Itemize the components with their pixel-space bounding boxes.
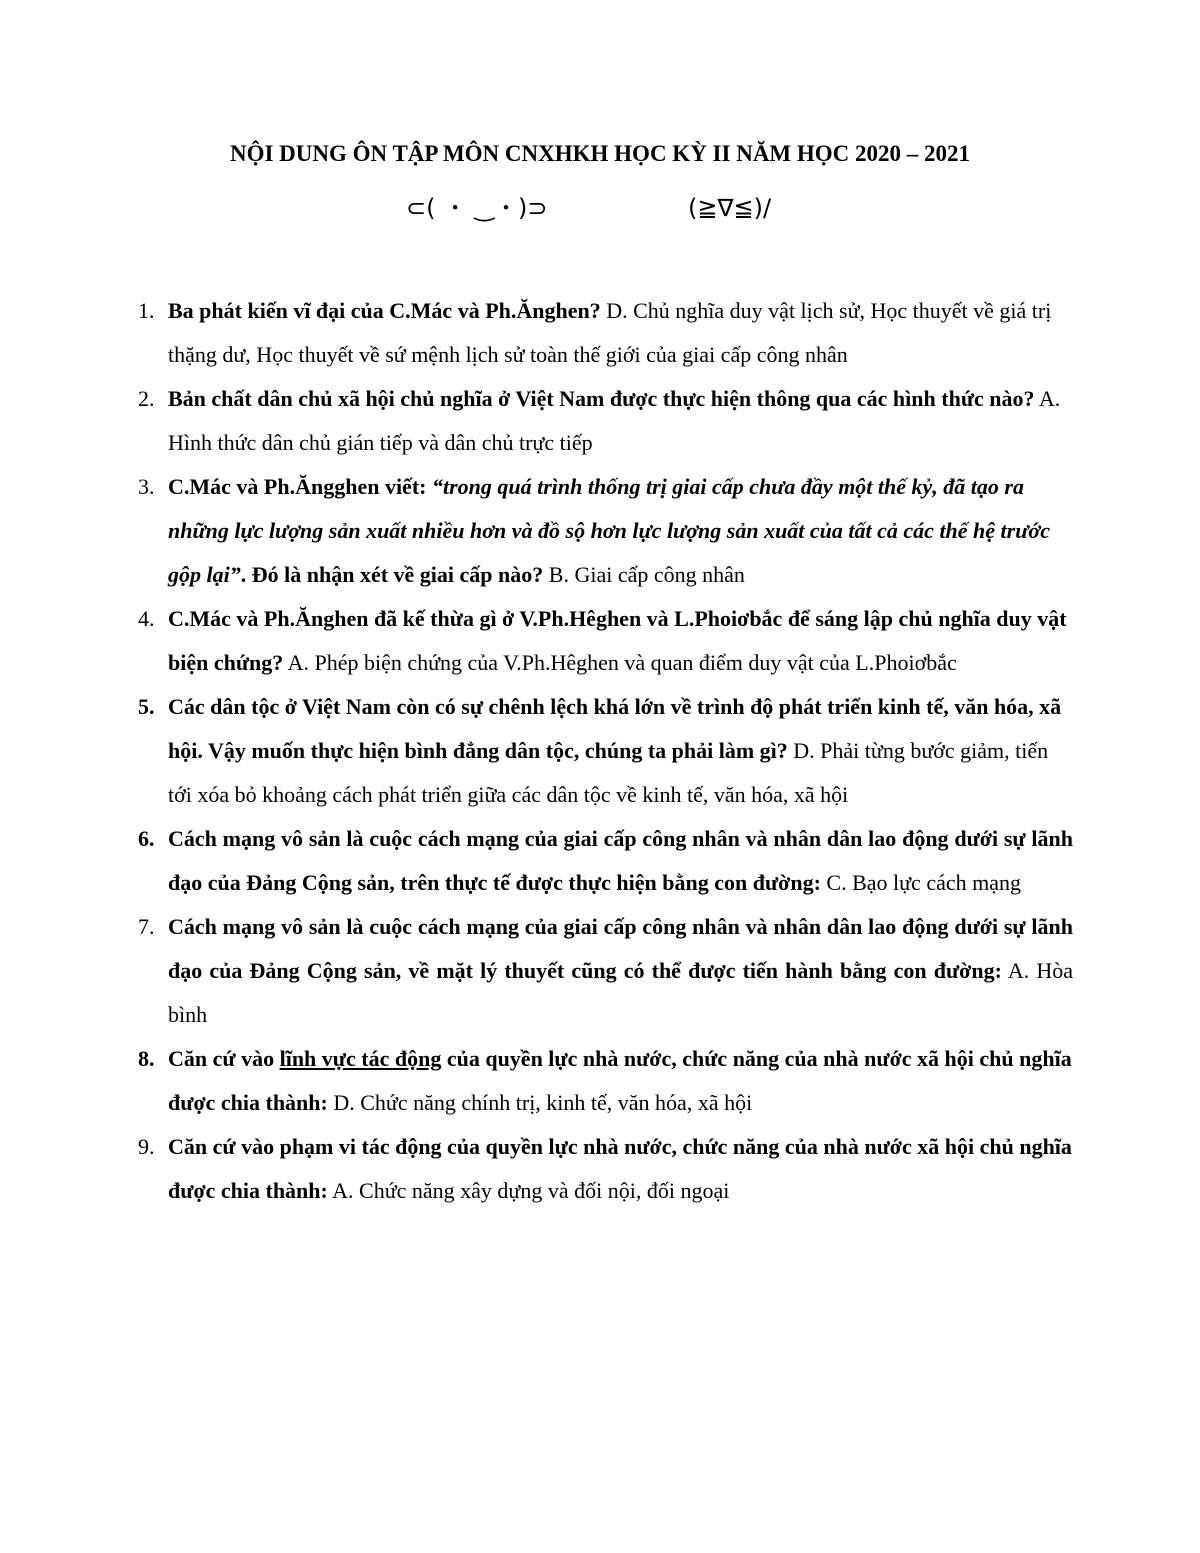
question-item-4 bbox=[138, 597, 1073, 685]
question-suffix: của quyền lực nhà nước, chức năng của nhà nước xã hội chủ nghĩa được chia thành: bbox=[168, 1046, 1072, 1115]
answer-text: C. Bạo lực cách mạng bbox=[820, 870, 1021, 895]
question-text: Ba phát kiến vĩ đại của C.Mác và Ph.Ănghen? bbox=[168, 298, 601, 323]
answer-text: D. Chức năng chính trị, kinh tế, văn hóa, xã hội bbox=[327, 1090, 753, 1115]
answer-text: D. Chủ nghĩa duy vật lịch sử, Học thuyết về giá trị thặng dư, Học thuyết về sứ mệnh lịch sử toàn thế giới của giai cấp công nhân bbox=[168, 298, 1052, 367]
question-number: 4. bbox=[138, 606, 155, 631]
emoticon-row bbox=[406, 188, 826, 228]
answer-text: B. Giai cấp công nhân bbox=[543, 562, 745, 587]
question-number: 9. bbox=[138, 1134, 155, 1159]
answer-text: A. Hình thức dân chủ gián tiếp và dân chủ trực tiếp bbox=[168, 386, 1061, 455]
question-underlined: lĩnh vực tác động bbox=[279, 1046, 442, 1071]
answer-text: A. Chức năng xây dựng và đối nội, đối ngoại bbox=[327, 1178, 730, 1203]
question-number: 5. bbox=[138, 694, 155, 719]
question-text: Cách mạng vô sản là cuộc cách mạng của giai cấp công nhân và nhân dân lao động dưới sự lãnh đạo của Đảng Cộng sản, về mặt lý thuyết cũng có thể được tiến hành bằng con đường: bbox=[168, 914, 1073, 983]
emoticon-right: (≧∇≦)/ bbox=[688, 194, 772, 222]
question-item-5 bbox=[138, 685, 1073, 817]
question-number: 6. bbox=[138, 826, 155, 851]
question-number: 2. bbox=[138, 386, 155, 411]
question-quote: “trong quá trình thống trị giai cấp chưa đầy một thế kỷ, đã tạo ra những lực lượng sản xuất nhiều hơn và đồ sộ hơn lực lượng sản xuất của tất cả các thế hệ trước gộp lại” bbox=[168, 474, 1050, 587]
answer-text: A. Hòa bình bbox=[168, 958, 1074, 1027]
emoticon-left: ⊂( ・ ‿・)⊃ bbox=[406, 194, 548, 222]
question-prefix: C.Mác và Ph.Ăngghen viết: bbox=[168, 474, 432, 499]
document-title: NỘI DUNG ÔN TẬP MÔN CNXHKH HỌC KỲ II NĂM HỌC 2020 – 2021 bbox=[229, 141, 971, 166]
question-text: Bản chất dân chủ xã hội chủ nghĩa ở Việt Nam được thực hiện thông qua các hình thức nào? bbox=[168, 386, 1035, 411]
question-text: Cách mạng vô sản là cuộc cách mạng của giai cấp công nhân và nhân dân lao động dưới sự lãnh đạo của Đảng Cộng sản, trên thực tế được thực hiện bằng con đường: bbox=[168, 826, 1073, 895]
answer-text: D. Phải từng bước giảm, tiến tới xóa bỏ khoảng cách phát triển giữa các dân tộc về kinh tế, văn hóa, xã hội bbox=[168, 738, 1049, 807]
question-number: 1. bbox=[138, 298, 155, 323]
answer-text: A. Phép biện chứng của V.Ph.Hêghen và quan điểm duy vật của L.Phoiơbắc bbox=[283, 650, 957, 675]
question-item-1 bbox=[138, 289, 1073, 377]
question-list bbox=[138, 289, 1074, 1213]
question-item-3 bbox=[138, 465, 1073, 597]
question-item-9 bbox=[138, 1125, 1073, 1213]
question-item-2 bbox=[138, 377, 1073, 465]
question-item-8 bbox=[138, 1037, 1073, 1125]
question-number: 3. bbox=[138, 474, 155, 499]
question-text: Các dân tộc ở Việt Nam còn có sự chênh lệch khá lớn về trình độ phát triển kinh tế, văn hóa, xã hội. Vậy muốn thực hiện bình đẳng dân tộc, chúng ta phải làm gì? bbox=[168, 694, 1062, 763]
question-text: Căn cứ vào phạm vi tác động của quyền lực nhà nước, chức năng của nhà nước xã hội chủ nghĩa được chia thành: bbox=[168, 1134, 1072, 1203]
question-item-6 bbox=[138, 817, 1073, 905]
question-text: C.Mác và Ph.Ănghen đã kế thừa gì ở V.Ph.Hêghen và L.Phoiơbắc để sáng lập chủ nghĩa duy vật biện chứng? bbox=[168, 606, 1067, 675]
question-number: 7. bbox=[138, 914, 155, 939]
question-prefix: Căn cứ vào bbox=[168, 1046, 280, 1071]
question-number: 8. bbox=[138, 1046, 155, 1071]
question-suffix: . Đó là nhận xét về giai cấp nào? bbox=[240, 562, 544, 587]
question-item-7 bbox=[138, 905, 1074, 1037]
